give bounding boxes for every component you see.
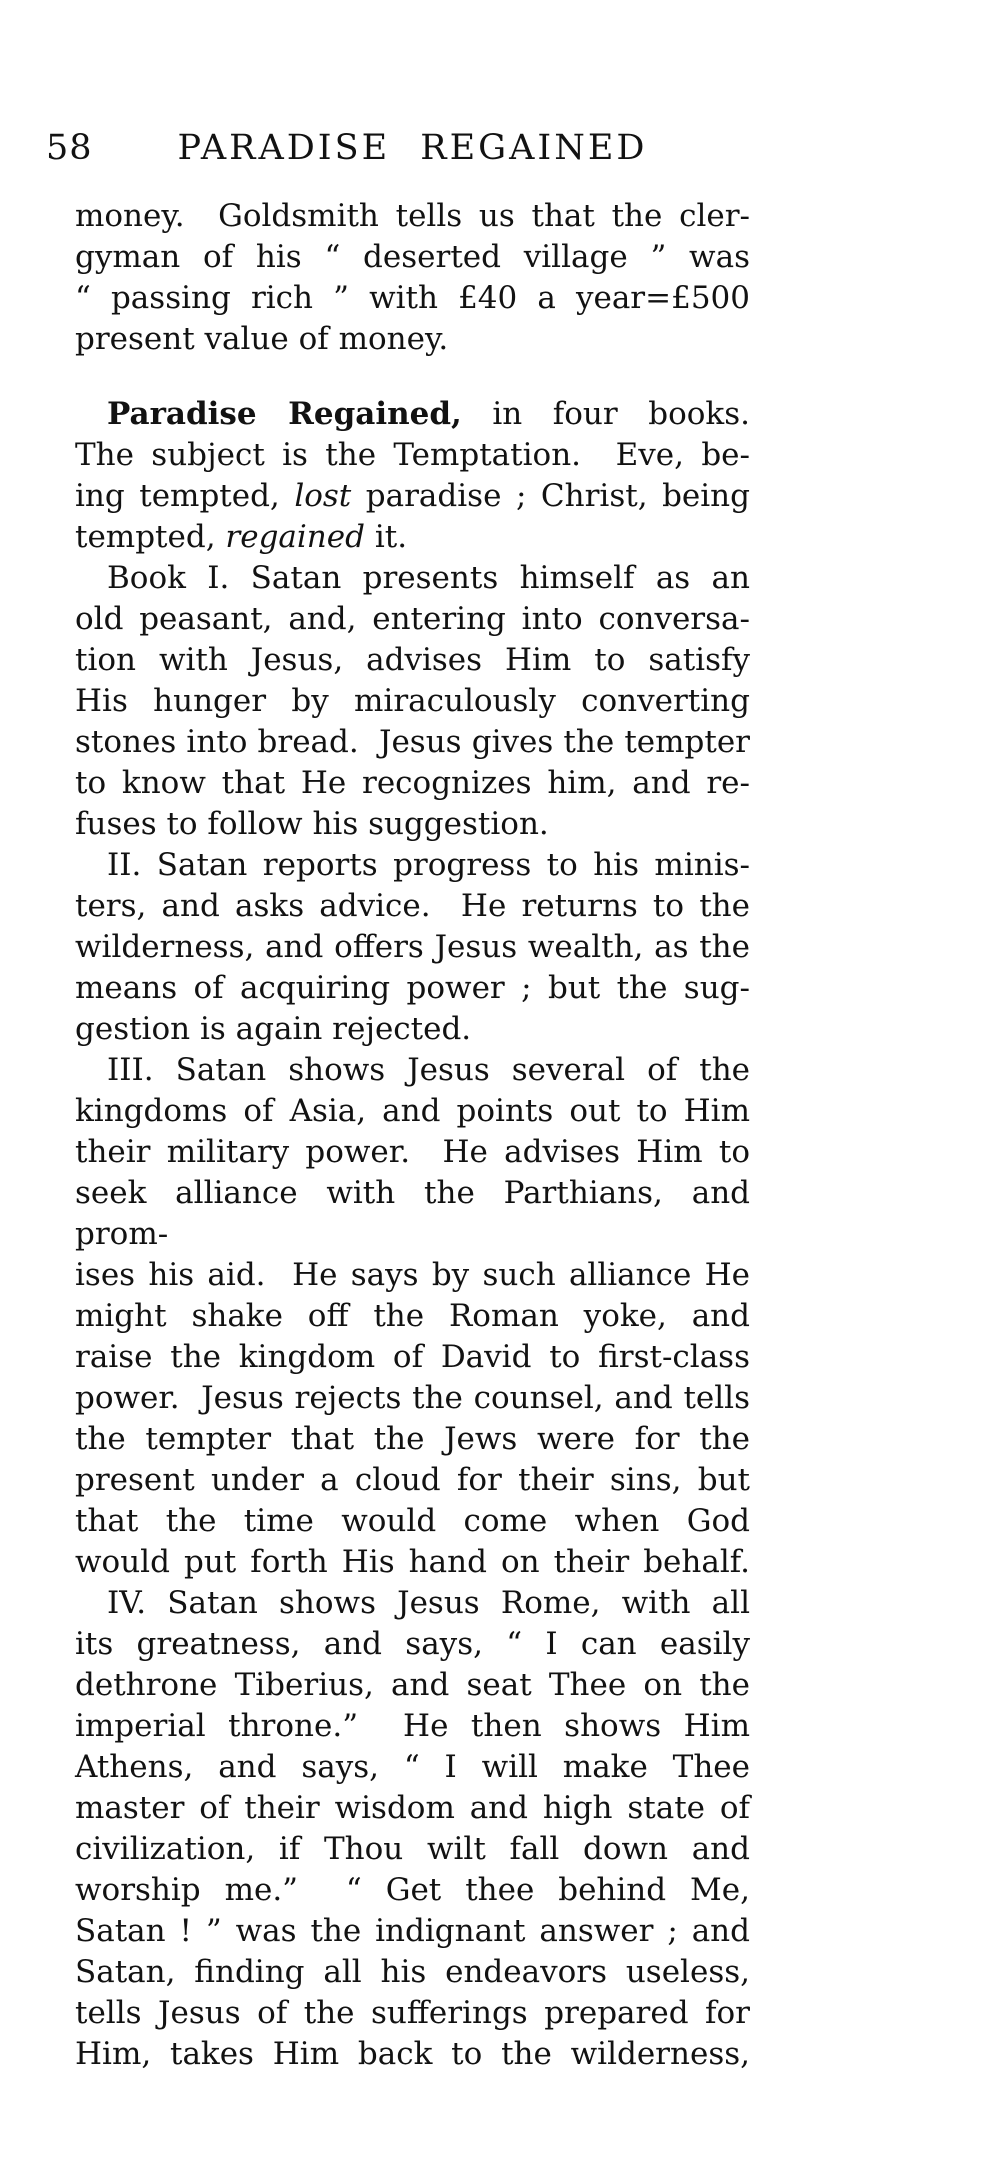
text-segment: power. Jesus rejects the counsel, and tells xyxy=(75,1380,750,1416)
text-line xyxy=(75,1993,750,2034)
text-line xyxy=(75,1296,750,1337)
text-line xyxy=(75,927,750,968)
text-line xyxy=(75,1132,750,1173)
text-line xyxy=(75,319,750,360)
text-line xyxy=(75,1337,750,1378)
text-line xyxy=(75,1952,750,1993)
text-line xyxy=(75,517,750,558)
text-segment: paradise ; Christ, being xyxy=(351,478,750,514)
text-segment: ing tempted, xyxy=(75,478,295,514)
text-segment: imperial throne.” He then shows Him xyxy=(75,1708,750,1744)
text-segment: would put forth His hand on their behalf. xyxy=(75,1544,750,1580)
text-segment: worship me.” “ Get thee behind Me, xyxy=(75,1872,750,1908)
text-segment: II. Satan reports progress to his minis- xyxy=(107,847,750,883)
text-segment: means of acquiring power ; but the sug- xyxy=(75,970,750,1006)
text-block xyxy=(75,196,750,2075)
text-segment: regained xyxy=(225,519,365,555)
text-line xyxy=(75,435,750,476)
text-segment: Book I. Satan presents himself as an xyxy=(107,560,750,596)
text-segment: “ passing rich ” with £40 a year=£500 xyxy=(75,280,750,316)
text-line xyxy=(75,1173,750,1255)
text-segment: gestion is again rejected. xyxy=(75,1011,472,1047)
text-line xyxy=(75,1542,750,1583)
text-segment: Him, takes Him back to the wilderness, xyxy=(75,2036,750,2072)
running-title: PARADISE REGAINED xyxy=(177,128,648,168)
text-segment: ters, and asks advice. He returns to the xyxy=(75,888,750,924)
text-line xyxy=(75,394,750,435)
paragraph xyxy=(75,1583,750,2075)
text-line xyxy=(75,1091,750,1132)
text-segment: that the time would come when God xyxy=(75,1503,750,1539)
text-line xyxy=(75,558,750,599)
text-line xyxy=(75,599,750,640)
text-segment: master of their wisdom and high state of xyxy=(75,1790,750,1826)
text-segment: His hunger by miraculously converting xyxy=(75,683,750,719)
text-line xyxy=(75,968,750,1009)
text-line xyxy=(75,1624,750,1665)
text-segment: lost xyxy=(294,478,352,514)
text-segment: dethrone Tiberius, and seat Thee on the xyxy=(75,1667,750,1703)
text-line xyxy=(75,1419,750,1460)
paragraph xyxy=(75,394,750,558)
text-line xyxy=(75,476,750,517)
text-line xyxy=(75,2034,750,2075)
text-segment: III. Satan shows Jesus several of the xyxy=(107,1052,750,1088)
text-line xyxy=(75,1788,750,1829)
text-segment: Satan, finding all his endeavors useless, xyxy=(75,1954,750,1990)
text-segment: ises his aid. He says by such alliance He xyxy=(75,1257,750,1293)
text-line xyxy=(75,845,750,886)
text-segment: tells Jesus of the sufferings prepared for xyxy=(75,1995,750,2031)
text-segment: old peasant, and, entering into conversa- xyxy=(75,601,750,637)
text-segment: its greatness, and says, “ I can easily xyxy=(75,1626,750,1662)
text-segment: stones into bread. Jesus gives the tempter xyxy=(75,724,750,760)
paragraph xyxy=(75,196,750,360)
text-line xyxy=(75,1255,750,1296)
text-segment: fuses to follow his suggestion. xyxy=(75,806,549,842)
text-line xyxy=(75,196,750,237)
text-segment: seek alliance with the Parthians, and prom- xyxy=(75,1175,750,1252)
text-segment: Satan ! ” was the indignant answer ; and xyxy=(75,1913,750,1949)
text-segment: wilderness, and offers Jesus wealth, as the xyxy=(75,929,750,965)
paragraph xyxy=(75,558,750,845)
text-line xyxy=(75,1050,750,1091)
page-number: 58 xyxy=(46,128,93,168)
text-line xyxy=(75,1829,750,1870)
text-line xyxy=(75,1747,750,1788)
text-segment: gyman of his “ deserted village ” was xyxy=(75,239,750,275)
text-segment: Athens, and says, “ I will make Thee xyxy=(75,1749,750,1785)
text-line xyxy=(75,804,750,845)
text-segment: IV. Satan shows Jesus Rome, with all xyxy=(107,1585,750,1621)
text-segment: their military power. He advises Him to xyxy=(75,1134,750,1170)
paragraph xyxy=(75,1050,750,1583)
text-line xyxy=(75,1378,750,1419)
text-line xyxy=(75,1706,750,1747)
text-segment: present value of money. xyxy=(75,321,449,357)
text-segment: The subject is the Temptation. Eve, be- xyxy=(75,437,750,473)
text-line xyxy=(75,640,750,681)
text-segment: to know that He recognizes him, and re- xyxy=(75,765,750,801)
text-segment: might shake off the Roman yoke, and xyxy=(75,1298,750,1334)
text-segment: present under a cloud for their sins, but xyxy=(75,1462,750,1498)
text-line xyxy=(75,763,750,804)
text-line xyxy=(75,1911,750,1952)
text-segment: tion with Jesus, advises Him to satisfy xyxy=(75,642,750,678)
text-line xyxy=(75,681,750,722)
text-segment: raise the kingdom of David to first-class xyxy=(75,1339,750,1375)
text-line xyxy=(75,722,750,763)
text-segment: kingdoms of Asia, and points out to Him xyxy=(75,1093,750,1129)
text-line xyxy=(75,1870,750,1911)
text-segment: the tempter that the Jews were for the xyxy=(75,1421,750,1457)
text-line xyxy=(75,1501,750,1542)
text-line xyxy=(75,237,750,278)
text-segment: Paradise Regained, xyxy=(107,396,462,432)
text-segment: civilization, if Thou wilt fall down and xyxy=(75,1831,750,1867)
text-line xyxy=(75,1009,750,1050)
text-segment: it. xyxy=(364,519,408,555)
text-line xyxy=(75,886,750,927)
text-line xyxy=(75,278,750,319)
text-line xyxy=(75,1460,750,1501)
text-segment: tempted, xyxy=(75,519,226,555)
page-header xyxy=(0,128,1000,174)
text-segment: money. Goldsmith tells us that the cler- xyxy=(75,198,750,234)
text-segment: in four books. xyxy=(461,396,750,432)
text-line xyxy=(75,1583,750,1624)
text-line xyxy=(75,1665,750,1706)
paragraph xyxy=(75,845,750,1050)
